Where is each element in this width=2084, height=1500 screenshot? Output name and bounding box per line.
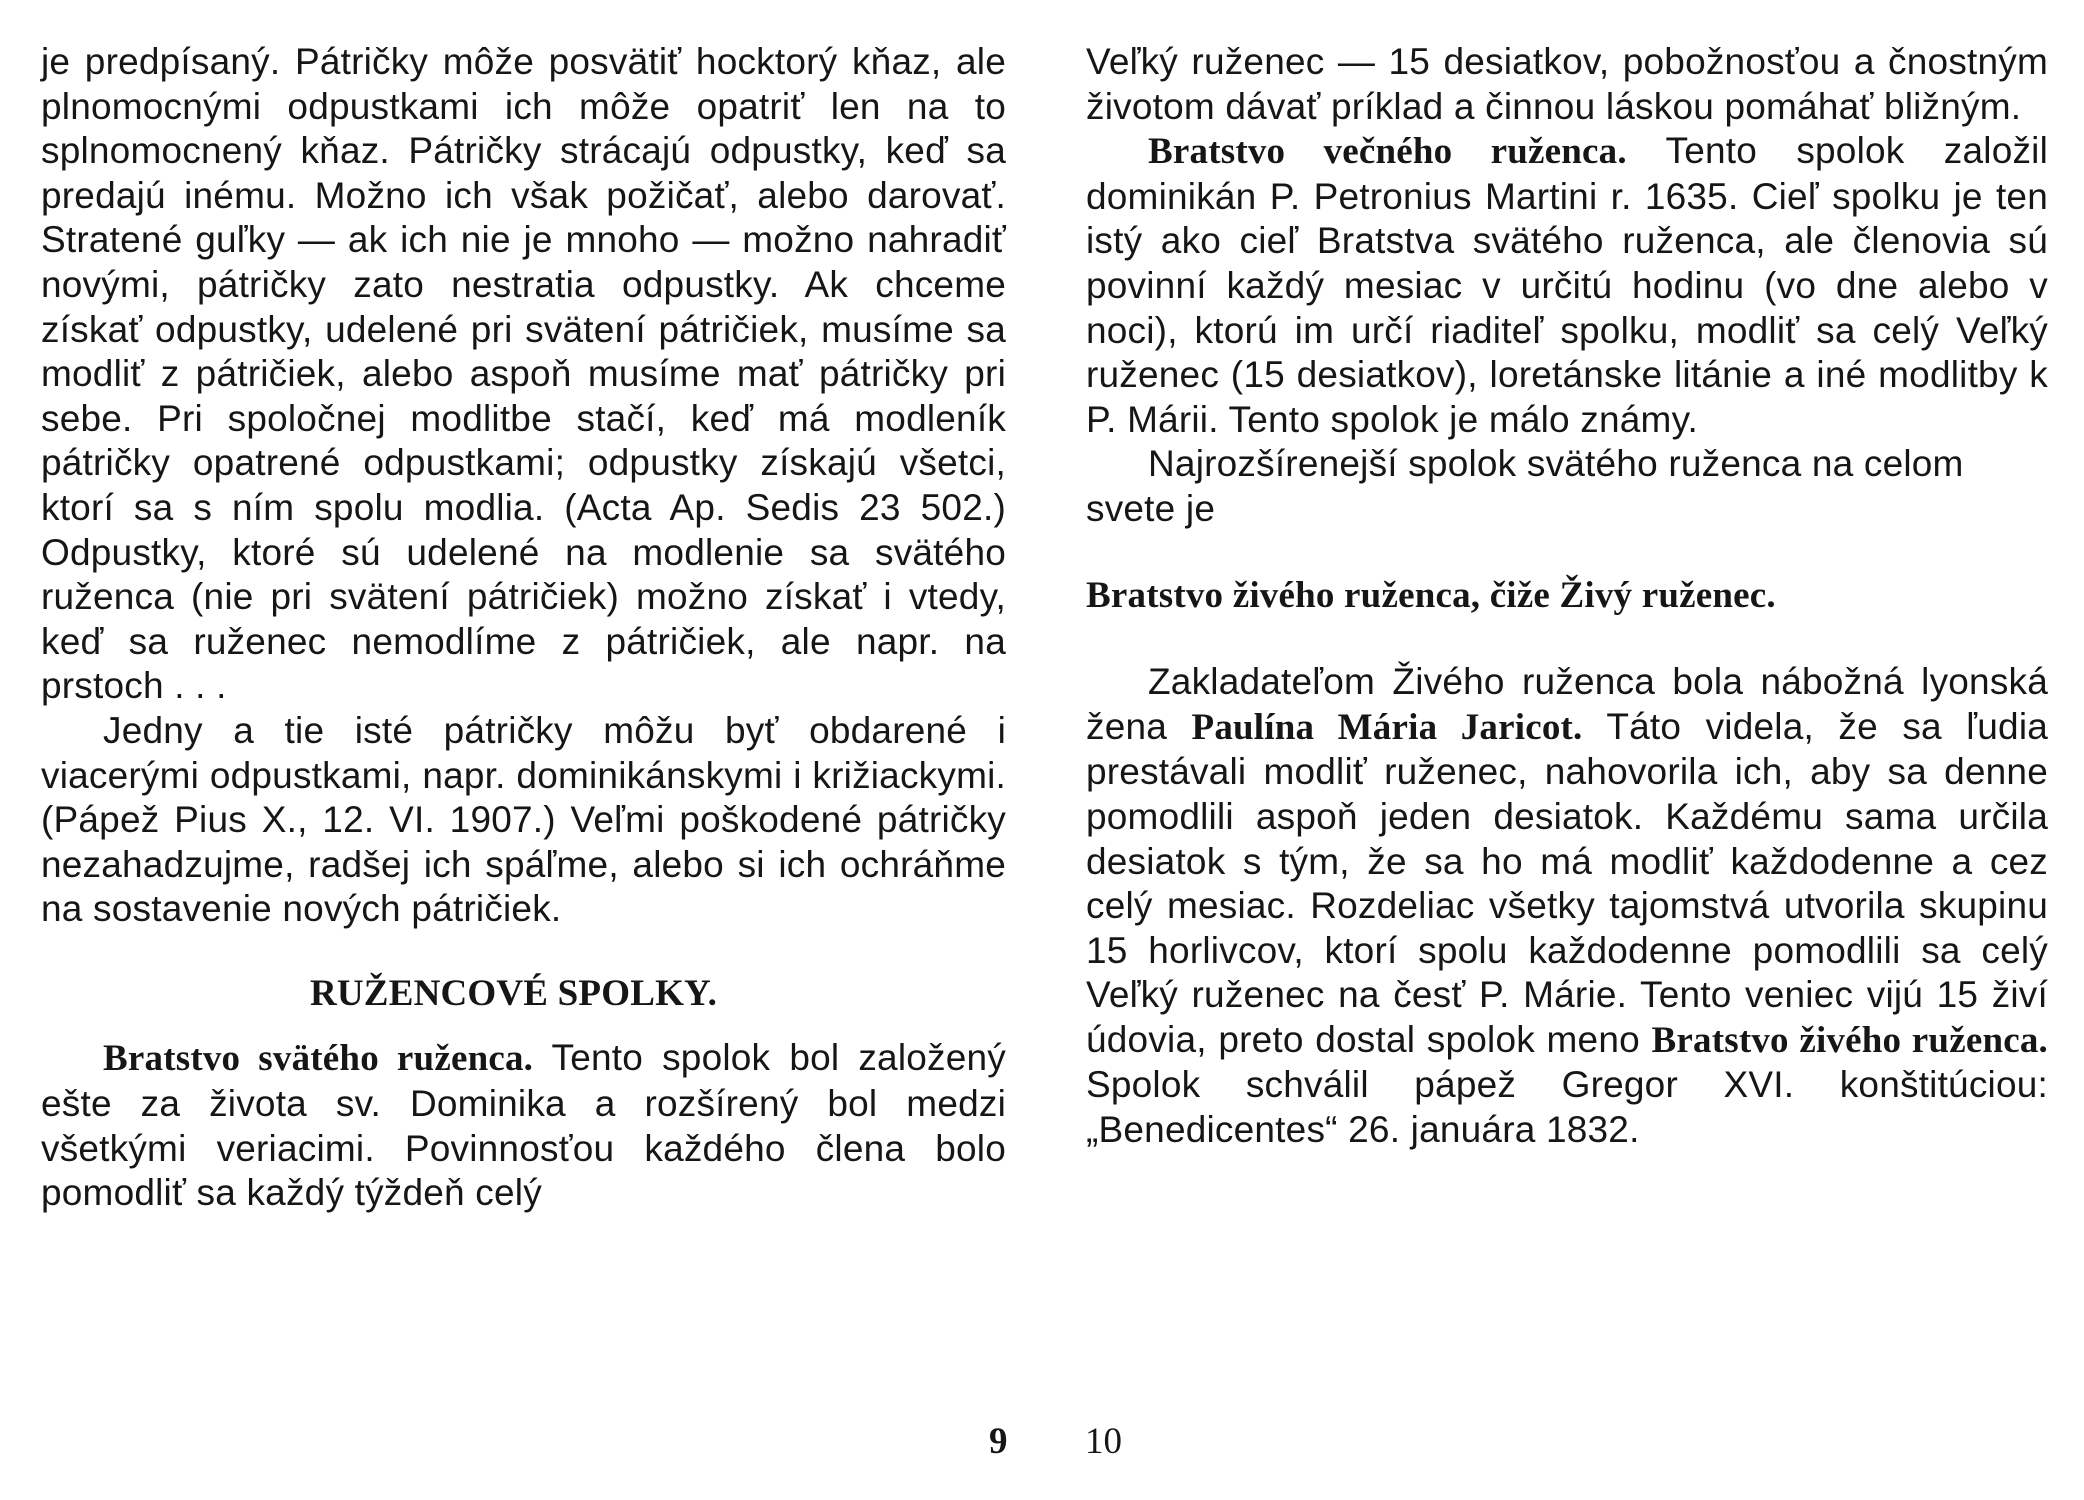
page-number-right: 10 <box>1085 1421 1122 1462</box>
bold-name-jaricot: Paulína Mária Jaricot. <box>1191 706 1583 748</box>
right-text-column <box>1086 40 2048 1153</box>
left-text-column <box>41 40 1006 1216</box>
paragraph-text: Tento spolok založil dominikán P. Petronius Martini r. 1635. Cieľ spolku je ten istý ako cieľ Bratstva svätého ruženca, ale členovia sú povinní každý mesiac v určitú hodinu (vo dne alebo v noci), ktorú im určí riaditeľ spolku, modliť sa celý Veľký ruženec (15 desiatkov), loretánske litánie a iné modlitby k P. Márii. Tento spolok je málo známy. <box>1086 130 2049 440</box>
paragraph-text: Táto videla, že sa ľudia prestávali modliť ruženec, nahovorila ich, aby sa denne pomodlili aspoň jeden desiatok. Každému sama určila desiatok s tým, že sa ho má modliť každodenne a cez celý mesiac. Rozdeliac všetky tajomstvá utvorila skupinu 15 horlivcov, ktorí spolu každodenne pomodlili sa celý Veľký ruženec na česť P. Márie. Tento veniec vijú 15 živí údovia, preto dostal spolok meno <box>1086 705 2049 1060</box>
bold-term-bratstvo-ziveho-ruzenca: Bratstvo živého ruženca. <box>1651 1019 2049 1061</box>
paragraph-text: Spolok schválil pápež Gregor XVI. konštitúciou: „Benedicentes“ 26. januára 1832. <box>1086 1064 2048 1151</box>
paragraph-bratstvo-svateho-ruzenca <box>41 1036 1006 1215</box>
paragraph-najrozsirenejsi: Najrozšírenejší spolok svätého ruženca na celom svete je <box>1086 443 1964 529</box>
page-number-left: 9 <box>989 1421 1008 1462</box>
section-heading-ruzencove-spolky: RUŽENCOVÉ SPOLKY. <box>309 972 718 1014</box>
section-heading-bratstvo-ziveho-ruzenca: Bratstvo živého ruženca, čiže Živý ruženec. <box>1086 574 1776 616</box>
paragraph-jedny-a-tie-iste: Jedny a tie isté pátričky môžu byť obdarené i viacerými odpustkami, napr. dominikánskymi i križiackymi. (Pápež Pius X., 12. VI. 1907.) Veľmi poškodené pátričky nezahadzujme, radšej ich spáľme, alebo si ich ochráňme na sostavenie nových pátričiek. <box>41 709 1006 930</box>
paragraph-text: Zakladateľom Živého ruženca bola nábožná lyonská žena <box>1086 661 2048 747</box>
paragraph-odpustky: je predpísaný. Pátričky môže posvätiť hocktorý kňaz, ale plnomocnými odpustkami ich môže opatriť len na to splnomocnený kňaz. Pátričky strácajú odpustky, keď sa predajú inému. Možno ich však požičať, alebo darovať. Stratené guľky — ak ich nie je mnoho — možno nahradiť novými, pátričky zato nestratia odpustky. Ak chceme získať odpustky, udelené pri svätení pátričiek, musíme sa modliť z pátričiek, alebo aspoň musíme mať pátričky pri sebe. Pri spoločnej modlitbe stačí, keď má modleník pátričky opatrené odpustkami; odpustky získajú všetci, ktorí sa s ním spolu modlia. (Acta Ap. Sedis 23 502.) Odpustky, ktoré sú udelené na modlenie sa svätého ruženca (nie pri svätení pátričiek) možno získať i vtedy, keď sa ruženec nemodlíme z pátričiek, ale napr. na prstoch . . . <box>41 41 1006 707</box>
paragraph-bratstvo-vecneho-ruzenca <box>1086 129 2048 442</box>
bold-term-bratstvo-vecneho-ruzenca: Bratstvo večného ruženca. <box>1148 131 1627 173</box>
paragraph-velky-ruzenec: Veľký ruženec — 15 desiatkov, pobožnosťou a čnostným životom dávať príklad a činnou láskou pomáhať bližným. <box>1086 41 2048 127</box>
paragraph-text: Tento spolok bol založený ešte za života sv. Dominika a rozšírený bol medzi všetkými veriacimi. Povinnosťou každého člena bolo pomodliť sa každý týždeň celý <box>41 1037 1006 1214</box>
paragraph-zakladatelom <box>1086 660 2048 1153</box>
right-page <box>1042 0 2084 1500</box>
bold-term-bratstvo-svateho-ruzenca: Bratstvo svätého ruženca. <box>103 1038 534 1080</box>
